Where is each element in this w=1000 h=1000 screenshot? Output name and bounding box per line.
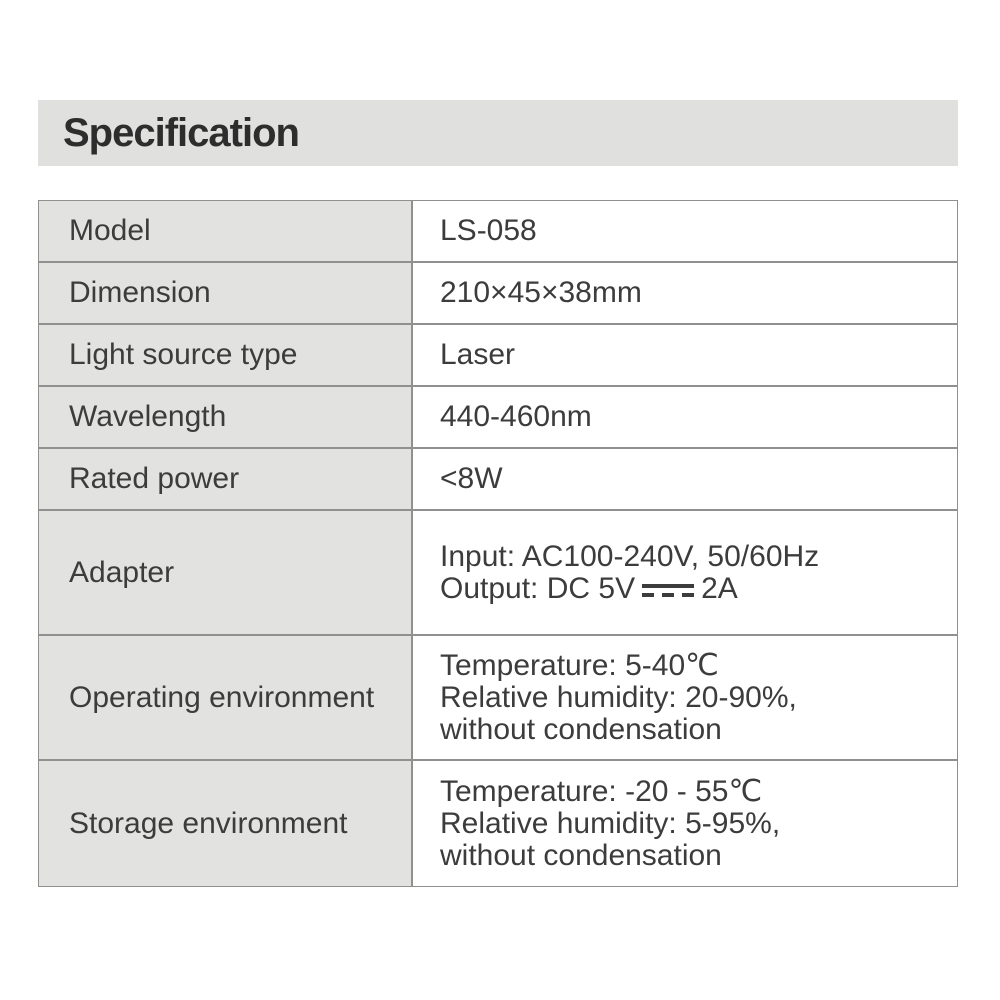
table-row: [39, 636, 957, 761]
spec-label-text: Rated power: [69, 462, 240, 495]
spec-value: [413, 201, 957, 261]
spec-value-line: without condensation: [440, 712, 722, 746]
specification-table: [38, 200, 958, 887]
spec-value: [413, 387, 957, 447]
spec-value-line: Temperature: 5-40℃: [440, 648, 719, 682]
table-row: [39, 325, 957, 387]
spec-label: [39, 263, 413, 323]
spec-value-line: Relative humidity: 20-90%,: [440, 680, 797, 714]
dc-symbol-icon: [642, 581, 694, 599]
spec-value-line: without condensation: [440, 838, 722, 872]
spec-label: [39, 636, 413, 759]
table-row: [39, 263, 957, 325]
spec-label-text: Light source type: [69, 338, 298, 371]
spec-label-text: Adapter: [69, 555, 175, 589]
spec-label: [39, 511, 413, 634]
spec-label: [39, 761, 413, 886]
section-header: [38, 100, 958, 166]
spec-label: [39, 449, 413, 509]
table-row: [39, 387, 957, 449]
spec-label-text: Storage environment: [69, 806, 348, 840]
table-row: [39, 761, 957, 886]
spec-value-line: 440-460nm: [440, 400, 592, 433]
spec-value-line: Temperature: -20 - 55℃: [440, 774, 763, 808]
spec-value: [413, 449, 957, 509]
spec-value-line: Laser: [440, 338, 516, 371]
spec-label-text: Model: [69, 214, 151, 247]
page-title: Specification: [63, 110, 299, 155]
spec-label-text: Operating environment: [69, 680, 375, 714]
spec-value: [413, 761, 957, 886]
spec-value: [413, 511, 957, 634]
spec-label-text: Dimension: [69, 276, 211, 309]
spec-label: [39, 325, 413, 385]
spec-value-line: <8W: [440, 462, 503, 495]
spec-value-line: LS-058: [440, 214, 537, 247]
spec-value-line: Input: AC100-240V, 50/60Hz: [440, 539, 820, 573]
spec-value: [413, 636, 957, 759]
table-row: [39, 449, 957, 511]
spec-value-line: 210×45×38mm: [440, 276, 642, 309]
spec-label: [39, 387, 413, 447]
spec-value: [413, 325, 957, 385]
spec-value-line: Relative humidity: 5-95%,: [440, 806, 781, 840]
table-row: [39, 511, 957, 636]
table-row: [39, 201, 957, 263]
spec-label-text: Wavelength: [69, 400, 227, 433]
spec-value-line: Output: DC 5V 2A: [440, 571, 738, 605]
spec-label: [39, 201, 413, 261]
spec-value: [413, 263, 957, 323]
